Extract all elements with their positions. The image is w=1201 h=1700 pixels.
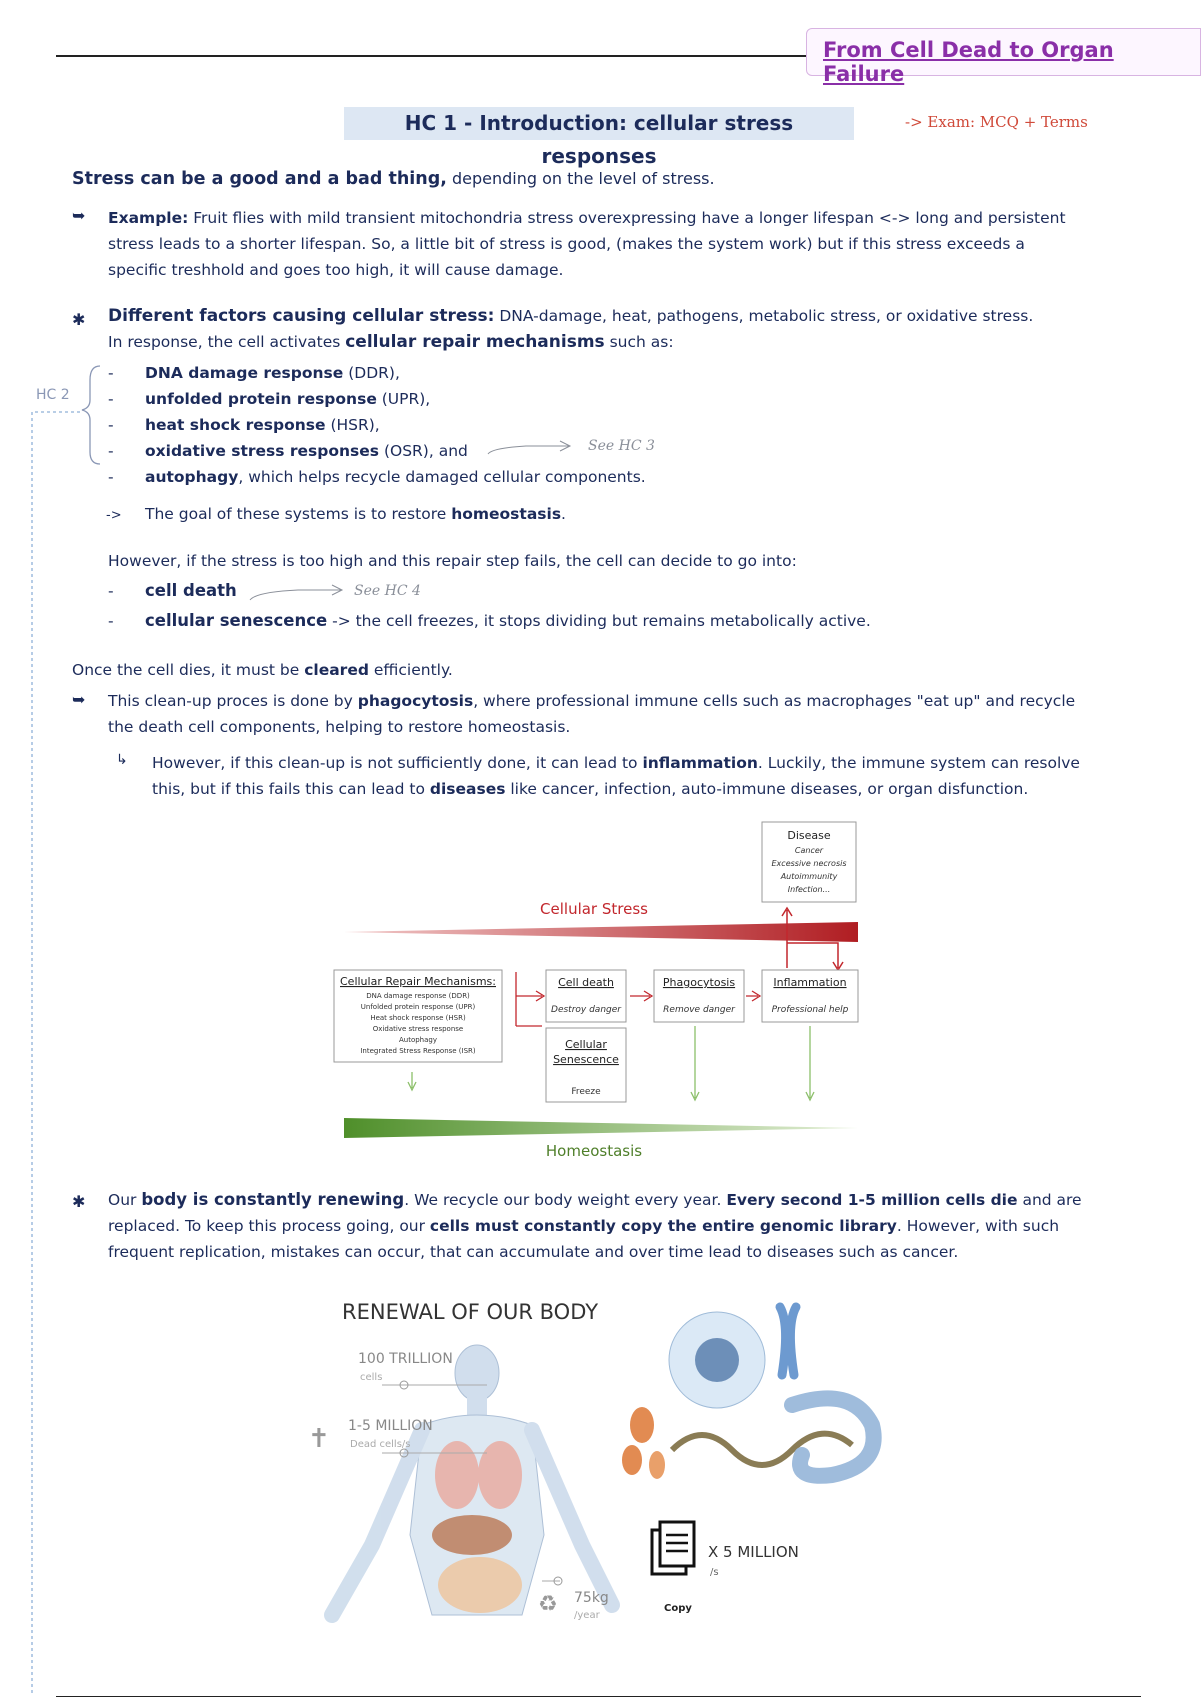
top-rule xyxy=(56,55,808,57)
svg-text:/year: /year xyxy=(574,1610,600,1621)
list-item: DNA damage response (DDR), xyxy=(145,364,400,382)
however-line: However, if the stress is too high and this repair step fails, the cell can decide to go into: xyxy=(108,552,797,570)
star-bullet-icon: ✱ xyxy=(72,310,86,329)
cell-death-box xyxy=(546,970,626,1022)
svg-text:Cancer: Cancer xyxy=(794,846,824,855)
svg-text:Cellular Repair Mechanisms:: Cellular Repair Mechanisms: xyxy=(340,975,496,988)
svg-text:Autophagy: Autophagy xyxy=(398,1036,438,1044)
header-tab: From Cell Dead to Organ Failure xyxy=(806,28,1201,76)
weight-label: 75kg xyxy=(574,1590,609,1606)
list-item: heat shock response (HSR), xyxy=(145,416,380,434)
svg-text:Unfolded protein response (UPR: Unfolded protein response (UPR) xyxy=(360,1003,476,1011)
list-item: autophagy, which helps recycle damaged cellular components. xyxy=(145,468,646,486)
trillion-label: 100 TRILLION xyxy=(358,1351,453,1367)
list-item: oxidative stress responses (OSR), and xyxy=(145,442,468,460)
list-item: - xyxy=(108,416,114,434)
page-title: HC 1 - Introduction: cellular stress responses xyxy=(344,107,854,140)
svg-text:Disease: Disease xyxy=(787,829,831,842)
phagocytosis-box xyxy=(654,970,744,1022)
cell-dna-illustration xyxy=(622,1307,874,1479)
copy-label: Copy xyxy=(664,1603,692,1614)
million-label: 1-5 MILLION xyxy=(348,1418,433,1434)
svg-text:Destroy danger: Destroy danger xyxy=(551,1005,621,1015)
cleared-line: Once the cell dies, it must be cleared efficiently. xyxy=(72,661,453,679)
arrow-bullet-icon: ➥ xyxy=(72,206,86,225)
svg-text:/s: /s xyxy=(710,1567,719,1578)
renewal-figure xyxy=(308,1285,917,1635)
homeostasis-wedge xyxy=(344,1118,858,1138)
phagocytosis-paragraph: This clean-up proces is done by phagocytosis, where professional immune cells such as macrophages "eat up" and recycle the death cell components, helping to restore homeostasis. xyxy=(108,692,1076,736)
homeostasis-label: Homeostasis xyxy=(545,1142,643,1160)
disease-box xyxy=(762,822,856,902)
hc2-bracket xyxy=(28,360,108,1700)
list-item: unfolded protein response (UPR), xyxy=(145,390,431,408)
svg-text:cells: cells xyxy=(360,1372,383,1383)
stress-label: Cellular Stress xyxy=(540,900,648,918)
svg-text:Remove danger: Remove danger xyxy=(663,1005,735,1015)
goal-arrow: -> xyxy=(106,508,122,523)
inflammation-box xyxy=(762,970,858,1022)
svg-text:Professional help: Professional help xyxy=(771,1005,849,1015)
svg-text:Inflammation: Inflammation xyxy=(773,976,847,989)
renewal-paragraph: Our body is constantly renewing. We recycle our body weight every year. Every second 1-5 million cells die and are replaced. To keep this process going, our cells must constantly copy the entire genomic library. However, with such frequent replication, mistakes can occur, that can accumulate and over time lead to diseases such as cancer. xyxy=(108,1190,1082,1261)
exam-note: -> Exam: MCQ + Terms xyxy=(905,113,1088,131)
svg-text:Cellular: Cellular xyxy=(565,1038,607,1051)
list-item: - xyxy=(108,442,114,460)
list-item: cellular senescence -> the cell freezes, it stops dividing but remains metabolically active. xyxy=(145,611,871,630)
renewal-title: RENEWAL OF OUR BODY xyxy=(342,1300,599,1324)
svg-text:Infection...: Infection... xyxy=(787,885,831,894)
see-hc4-arrow xyxy=(248,584,348,604)
cross-icon: ✝ xyxy=(308,1424,330,1454)
svg-text:Cell death: Cell death xyxy=(558,976,614,989)
svg-text:Phagocytosis: Phagocytosis xyxy=(662,976,736,989)
arrow-bullet-icon: ➥ xyxy=(72,690,86,709)
svg-text:Dead cells/s: Dead cells/s xyxy=(350,1439,411,1450)
svg-text:Integrated Stress Response (IS: Integrated Stress Response (ISR) xyxy=(360,1047,476,1055)
svg-text:Excessive necrosis: Excessive necrosis xyxy=(771,859,847,868)
svg-text:Senescence: Senescence xyxy=(553,1053,619,1066)
svg-text:DNA damage response (DDR): DNA damage response (DDR) xyxy=(366,992,470,1000)
list-item: - xyxy=(108,468,114,486)
see-hc3-arrow xyxy=(486,440,576,460)
intro-line: Stress can be a good and a bad thing, depending on the level of stress. xyxy=(72,169,715,189)
see-hc3-note: See HC 3 xyxy=(588,438,655,454)
bottom-rule xyxy=(56,1696,1141,1697)
stress-response-diagram xyxy=(330,818,870,1170)
senescence-box xyxy=(546,1028,626,1102)
recycle-icon: ♻ xyxy=(538,1592,558,1617)
repair-box xyxy=(334,970,502,1062)
stress-wedge xyxy=(344,922,858,942)
svg-text:Freeze: Freeze xyxy=(571,1087,601,1097)
list-item: cell death xyxy=(145,581,237,600)
list-item: - xyxy=(108,612,114,630)
svg-text:Autoimmunity: Autoimmunity xyxy=(780,872,838,881)
list-item: - xyxy=(108,364,114,382)
goal-line: The goal of these systems is to restore homeostasis. xyxy=(145,505,566,523)
list-item: - xyxy=(108,582,114,600)
inflammation-paragraph: However, if this clean-up is not sufficiently done, it can lead to inflammation. Luckily, the immune system can resolve this, but if this fails this can lead to diseases like cancer, infection, auto-immune diseases, or organ disfunction. xyxy=(152,754,1080,798)
see-hc4-note: See HC 4 xyxy=(354,583,421,599)
copy-count: X 5 MILLION xyxy=(708,1543,799,1561)
star-bullet-icon: ✱ xyxy=(72,1192,86,1211)
list-item: - xyxy=(108,390,114,408)
example-paragraph: Example: Fruit flies with mild transient mitochondria stress overexpressing have a longer lifespan <-> long and persistent stress leads to a shorter lifespan. So, a little bit of stress is good, (makes the system work) but if this stress exceeds a specific treshhold and goes too high, it will cause damage. xyxy=(108,209,1066,279)
document-copy-icon xyxy=(652,1522,694,1574)
svg-text:Heat shock response (HSR): Heat shock response (HSR) xyxy=(370,1014,466,1022)
return-arrow-icon: ↳ xyxy=(116,752,128,768)
margin-note-hc2: HC 2 xyxy=(36,387,70,403)
svg-text:Oxidative stress response: Oxidative stress response xyxy=(372,1025,464,1033)
factors-paragraph: Different factors causing cellular stress: DNA-damage, heat, pathogens, metabolic stress, or oxidative stress. In response, the cell activates cellular repair mechanisms such as: xyxy=(108,306,1034,352)
